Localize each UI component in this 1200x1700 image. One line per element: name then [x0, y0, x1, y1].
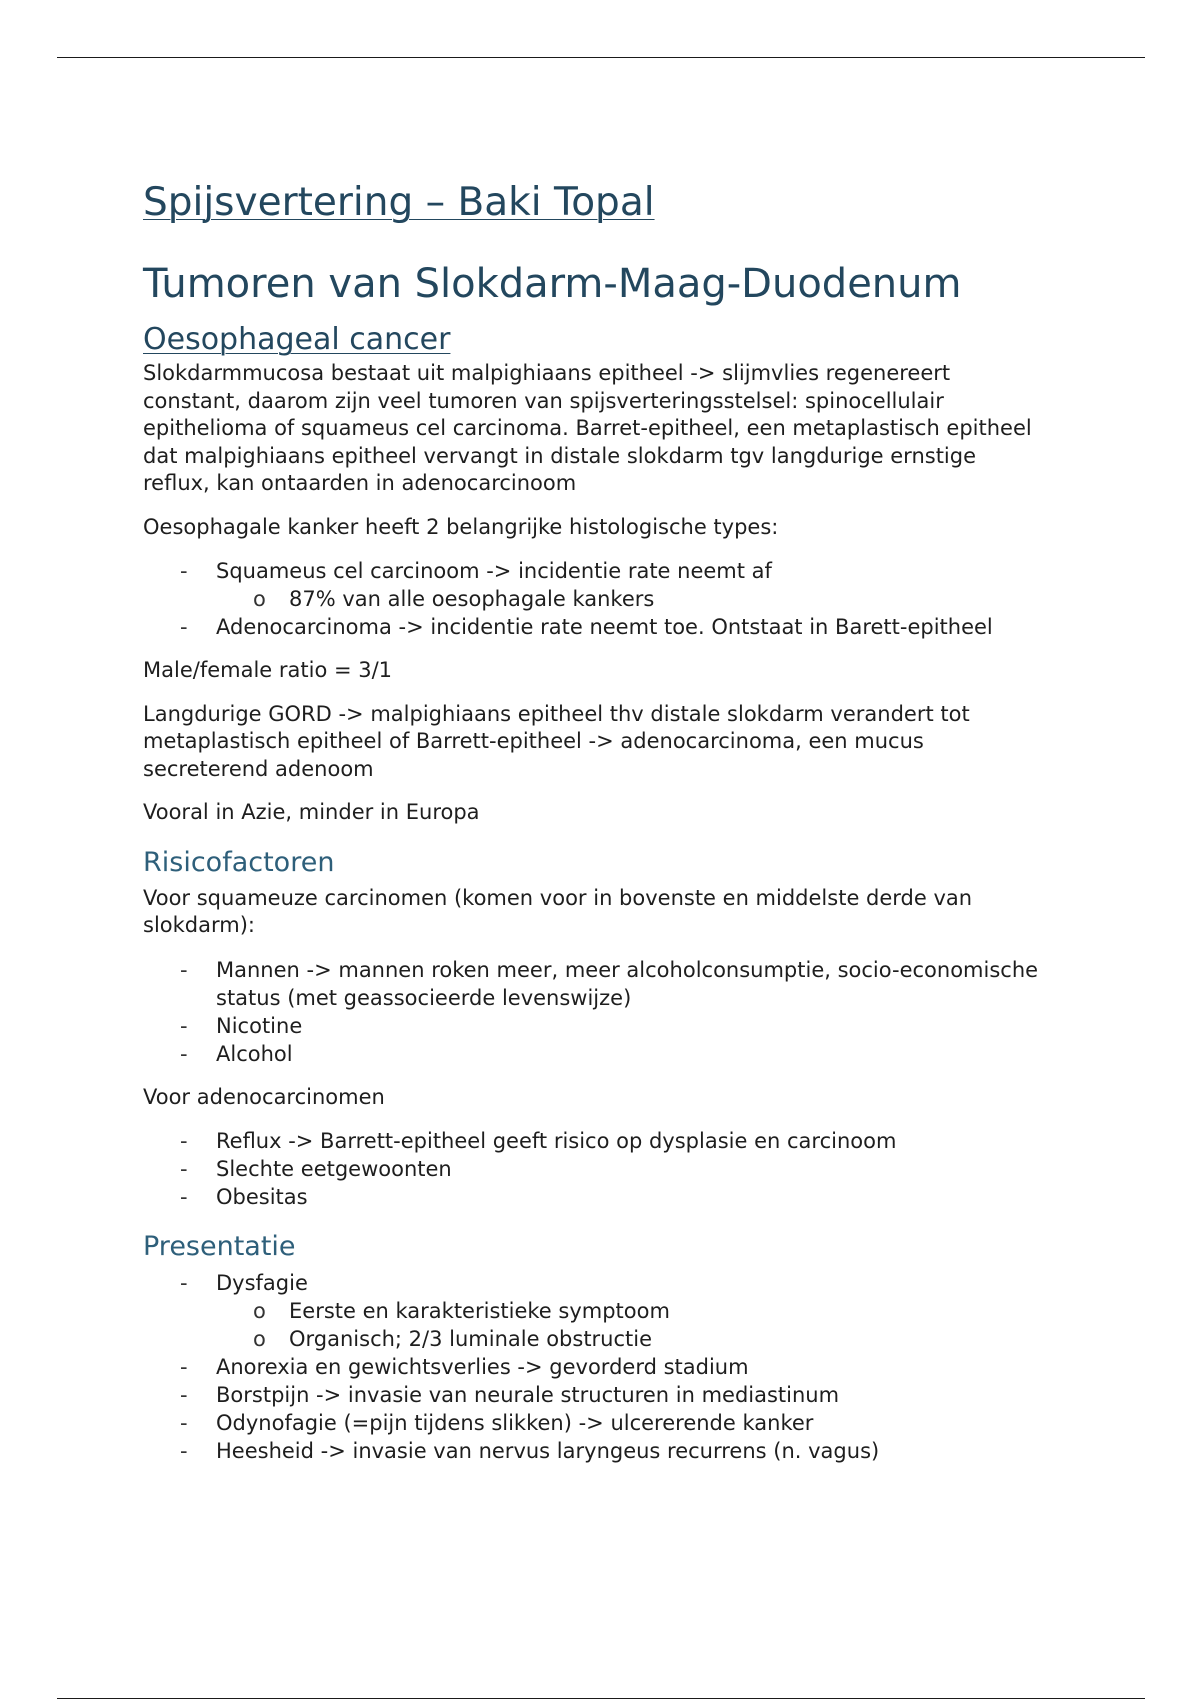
sub-list-item: o Organisch; 2/3 luminale obstructie	[216, 1325, 1043, 1353]
types-intro: Oesophagale kanker heeft 2 belangrijke histologische types:	[143, 514, 779, 539]
top-rule	[57, 57, 1145, 58]
list-item: - Mannen -> mannen roken meer, meer alcoholconsumptie, socio-economische status (met geassocieerde levenswijze)	[143, 956, 1043, 1012]
list-item: - Alcohol	[143, 1040, 1043, 1068]
list-item	[143, 1269, 1043, 1353]
sub-list-item: o 87% van alle oesophagale kankers	[216, 585, 1043, 613]
document-title: Spijsvertering – Baki Topal	[143, 180, 655, 225]
list-item	[143, 557, 1043, 613]
section-heading-risicofactoren: Risicofactoren	[143, 846, 335, 878]
adeno-intro: Voor adenocarcinomen	[143, 1084, 385, 1109]
adeno-risk-list	[143, 1127, 1043, 1211]
list-item: - Anorexia en gewichtsverlies -> gevorderd stadium	[143, 1353, 1043, 1381]
section-heading-presentatie: Presentatie	[143, 1231, 296, 1262]
sub-list	[216, 585, 1043, 613]
list-item: - Heesheid -> invasie van nervus laryngeus recurrens (n. vagus)	[143, 1437, 1043, 1465]
list-item: - Adenocarcinoma -> incidentie rate neemt toe. Ontstaat in Barett-epitheel	[143, 613, 1043, 641]
squamous-risk-list	[143, 956, 1043, 1068]
gord-paragraph: Langdurige GORD -> malpighiaans epitheel thv distale slokdarm verandert tot metaplastisch epitheel of Barrett-epitheel -> adenocarcinoma, een mucus secreterend adenoom	[143, 701, 970, 781]
list-item: - Reflux -> Barrett-epitheel geeft risico op dysplasie en carcinoom	[143, 1127, 1043, 1155]
presentation-list	[143, 1269, 1043, 1465]
list-item: - Obesitas	[143, 1183, 1043, 1211]
squamous-intro: Voor squameuze carcinomen (komen voor in bovenste en middelste derde van slokdarm):	[143, 885, 973, 937]
ratio-paragraph: Male/female ratio = 3/1	[143, 658, 393, 682]
list-item-text: Squameus cel carcinoom -> incidentie rate neemt af	[216, 559, 772, 583]
types-list	[143, 557, 1043, 641]
sub-list	[216, 1297, 1043, 1353]
region-paragraph: Vooral in Azie, minder in Europa	[143, 800, 480, 824]
list-item: - Nicotine	[143, 1012, 1043, 1040]
section-heading-oesophageal-cancer: Oesophageal cancer	[143, 322, 451, 357]
list-item: - Borstpijn -> invasie van neurale structuren in mediastinum	[143, 1381, 1043, 1409]
chapter-heading: Tumoren van Slokdarm-Maag-Duodenum	[143, 261, 962, 307]
list-item: - Slechte eetgewoonten	[143, 1155, 1043, 1183]
list-item-text: Dysfagie	[216, 1271, 308, 1295]
list-item: - Odynofagie (=pijn tijdens slikken) -> ulcererende kanker	[143, 1409, 1043, 1437]
document-body	[143, 178, 1043, 1481]
intro-paragraph: Slokdarmmucosa bestaat uit malpighiaans epitheel -> slijmvlies regenereert constant, daarom zijn veel tumoren van spijsverteringsstelsel: spinocellulair epithelioma of squameus cel carcinoma. Barret-epitheel, een metaplastisch epitheel dat malpighiaans epitheel vervangt in distale slokdarm tgv langdurige ernstige reflux, kan ontaarden in adenocarcinoom	[143, 361, 1032, 495]
bottom-rule	[57, 1698, 1145, 1699]
sub-list-item: o Eerste en karakteristieke symptoom	[216, 1297, 1043, 1325]
